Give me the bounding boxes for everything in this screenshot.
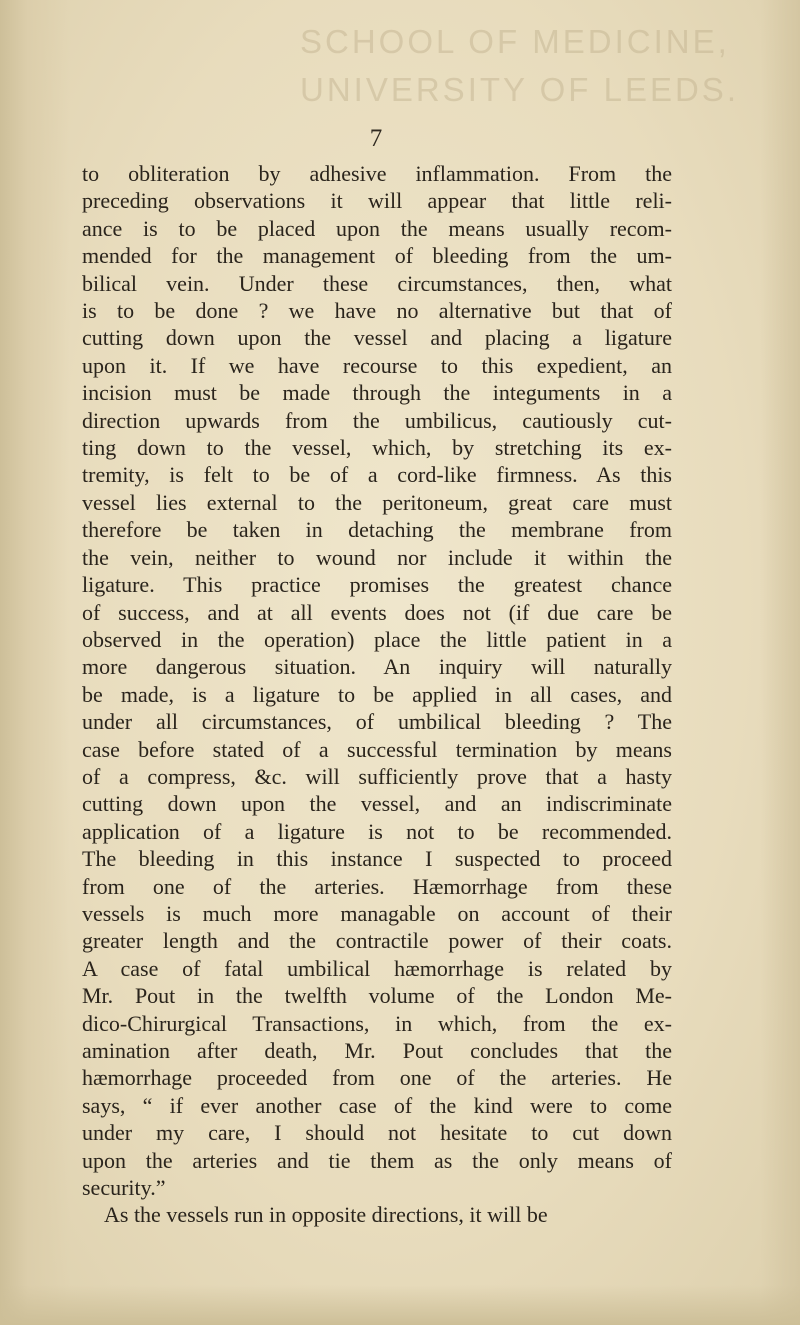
text-line: tremity, is felt to be of a cord-like firmness. As this [82,462,672,488]
text-line: upon it. If we have recourse to this expedient, an [82,352,672,378]
text-line: under my care, I should not hesitate to cut down [82,1120,672,1146]
text-line: to obliteration by adhesive inflammation. From the [82,161,672,186]
page-shadow-right [760,0,800,1325]
text-line: be made, is a ligature to be applied in all cases, and [82,681,672,707]
text-line: upon the arteries and tie them as the only means of [82,1147,672,1173]
text-line: amination after death, Mr. Pout concludes that the [82,1038,672,1063]
text-line: As the vessels run in opposite directions, it will be [104,1202,548,1228]
text-line: ligature. This practice promises the greatest chance [82,572,672,598]
text-line: from one of the arteries. Hæmorrhage from these [82,873,672,899]
stamp-line-1: SCHOOL OF MEDICINE, [300,23,730,60]
text-line: Mr. Pout in the twelfth volume of the London Me- [82,983,672,1009]
text-line: vessels is much more managable on account of their [82,900,672,926]
text-line: direction upwards from the umbilicus, cautiously cut- [82,407,672,433]
page-number: 7 [369,125,383,152]
text-line: cutting down upon the vessel and placing a ligature [82,325,672,351]
text-line: observed in the operation) place the little patient in a [82,626,672,652]
text-line: incision must be made through the integuments in a [82,380,672,406]
text-line: hæmorrhage proceeded from one of the arteries. He [82,1065,672,1091]
text-line: therefore be taken in detaching the membrane from [82,517,672,543]
text-line: application of a ligature is not to be recommended. [82,818,672,844]
text-line: is to be done ? we have no alternative but that of [82,298,672,324]
text-line: dico-Chirurgical Transactions, in which, from the ex- [82,1010,672,1036]
text-line: greater length and the contractile power of their coats. [82,928,672,954]
text-line: cutting down upon the vessel, and an indiscriminate [82,791,672,817]
text-line: the vein, neither to wound nor include it within the [82,544,672,570]
text-line: says, “ if ever another case of the kind were to come [82,1092,672,1118]
text-line: The bleeding in this instance I suspected to proceed [82,846,672,872]
page-shadow-left [0,0,70,1325]
text-line: A case of fatal umbilical hæmorrhage is related by [82,955,672,981]
text-line: preceding observations it will appear that little reli- [82,188,672,214]
page-shadow-bottom [0,1285,800,1325]
text-line: vessel lies external to the peritoneum, great care must [82,489,672,515]
text-line: mended for the management of bleeding from the um- [82,243,672,269]
body-text [82,160,672,1229]
text-line: bilical vein. Under these circumstances, then, what [82,270,672,296]
stamp-line-2: UNIVERSITY OF LEEDS. [300,71,739,108]
text-line: under all circumstances, of umbilical bleeding ? The [82,709,672,735]
library-stamp [300,18,739,114]
text-line: of a compress, &c. will sufficiently prove that a hasty [82,763,672,789]
text-line: ting down to the vessel, which, by stretching its ex- [82,435,672,461]
text-line: more dangerous situation. An inquiry will naturally [82,654,672,680]
text-line: security.” [82,1175,166,1201]
text-line: ance is to be placed upon the means usually recom- [82,215,672,241]
text-line: of success, and at all events does not (if due care be [82,599,672,625]
text-line: case before stated of a successful termination by means [82,736,672,762]
